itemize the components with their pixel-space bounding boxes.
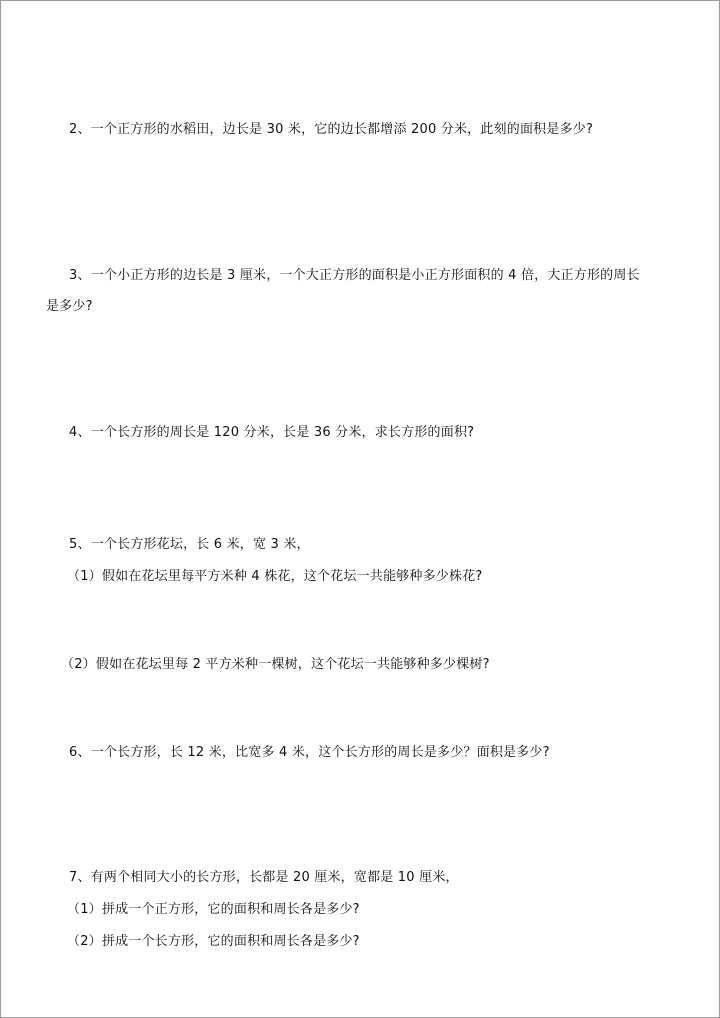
question-7-part-2: （2）拼成一个长方形，它的面积和周长各是多少?: [67, 934, 360, 949]
question-6: 6、一个长方形，长 12 米，比宽多 4 米，这个长方形的周长是多少？面积是多少?: [69, 745, 550, 760]
question-7: 7、有两个相同大小的长方形，长都是 20 厘米，宽都是 10 厘米，: [69, 870, 459, 885]
question-5-part-1: （1）假如在花坛里每平方米种 4 株花，这个花坛一共能够种多少株花?: [67, 569, 483, 584]
question-7-part-1: （1）拼成一个正方形，它的面积和周长各是多少?: [67, 902, 360, 917]
question-3-line-2: 是多少?: [46, 299, 93, 314]
question-5: 5、一个长方形花坛，长 6 米，宽 3 米，: [69, 537, 310, 552]
question-3-line-1: 3、一个小正方形的边长是 3 厘米，一个大正方形的面积是小正方形面积的 4 倍，大正方形的周长: [69, 268, 640, 283]
question-4: 4、一个长方形的周长是 120 分米，长是 36 分米，求长方形的面积?: [69, 425, 475, 440]
question-5-part-2: （2）假如在花坛里每 2 平方米种一棵树，这个花坛一共能够种多少棵树?: [61, 657, 490, 672]
question-2: 2、一个正方形的水稻田，边长是 30 米，它的边长都增添 200 分米，此刻的面积是多少?: [69, 122, 594, 137]
